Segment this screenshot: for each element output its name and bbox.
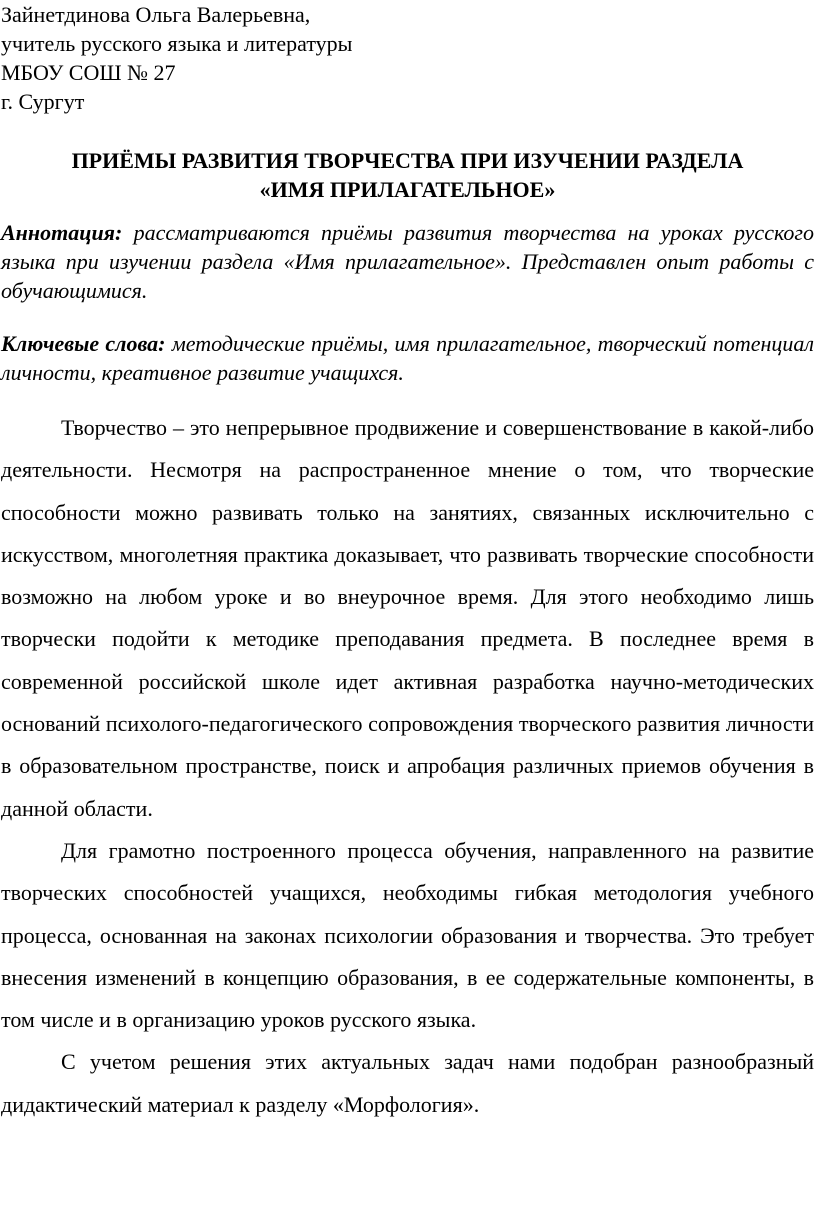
annotation bbox=[1, 218, 814, 305]
annotation-text: рассматриваются приёмы развития творчества на уроках русского языка при изучении раздела «Имя прилагательное». Представлен опыт работы с обучающимися. bbox=[1, 220, 814, 303]
keywords bbox=[1, 329, 814, 387]
paragraph: Творчество – это непрерывное продвижение и совершенствование в какой-либо деятельности. Несмотря на распространенное мнение о том, что творческие способности можно развивать только на занятиях, связанных исключительно с искусством, многолетняя практика доказывает, что развивать творческие способности возможно на любом уроке и во внеурочное время. Для этого необходимо лишь творчески подойти к методике преподавания предмета. В последнее время в современной российской школе идет активная разработка научно-методических оснований психолого-педагогического сопровождения творческого развития личности в образовательном пространстве, поиск и апробация различных приемов обучения в данной области. bbox=[1, 415, 814, 821]
body-text bbox=[1, 407, 814, 1126]
title-line-1: ПРИЁМЫ РАЗВИТИЯ ТВОРЧЕСТВА ПРИ ИЗУЧЕНИИ РАЗДЕЛА bbox=[71, 148, 744, 173]
paragraph: Для грамотно построенного процесса обучения, направленного на развитие творческих способностей учащихся, необходимы гибкая методология учебного процесса, основанная на законах психологии образования и творчества. Это требует внесения изменений в концепцию образования, в ее содержательные компоненты, в том числе и в организацию уроков русского языка. bbox=[1, 837, 814, 1033]
annotation-label: Аннотация: bbox=[1, 220, 123, 245]
author-block bbox=[1, 0, 814, 116]
document-title bbox=[1, 146, 814, 204]
title-line-2: «ИМЯ ПРИЛАГАТЕЛЬНОЕ» bbox=[259, 177, 556, 202]
author-school: МБОУ СОШ № 27 bbox=[1, 60, 176, 85]
paragraph: С учетом решения этих актуальных задач нами подобран разнообразный дидактический материал к разделу «Морфология». bbox=[1, 1049, 814, 1117]
author-city: г. Сургут bbox=[1, 89, 85, 114]
keywords-label: Ключевые слова: bbox=[1, 331, 166, 356]
keywords-text: методические приёмы, имя прилагательное, творческий потенциал личности, креативное развитие учащихся. bbox=[1, 331, 814, 385]
author-name: Зайнетдинова Ольга Валерьевна, bbox=[1, 2, 311, 27]
author-position: учитель русского языка и литературы bbox=[1, 31, 353, 56]
